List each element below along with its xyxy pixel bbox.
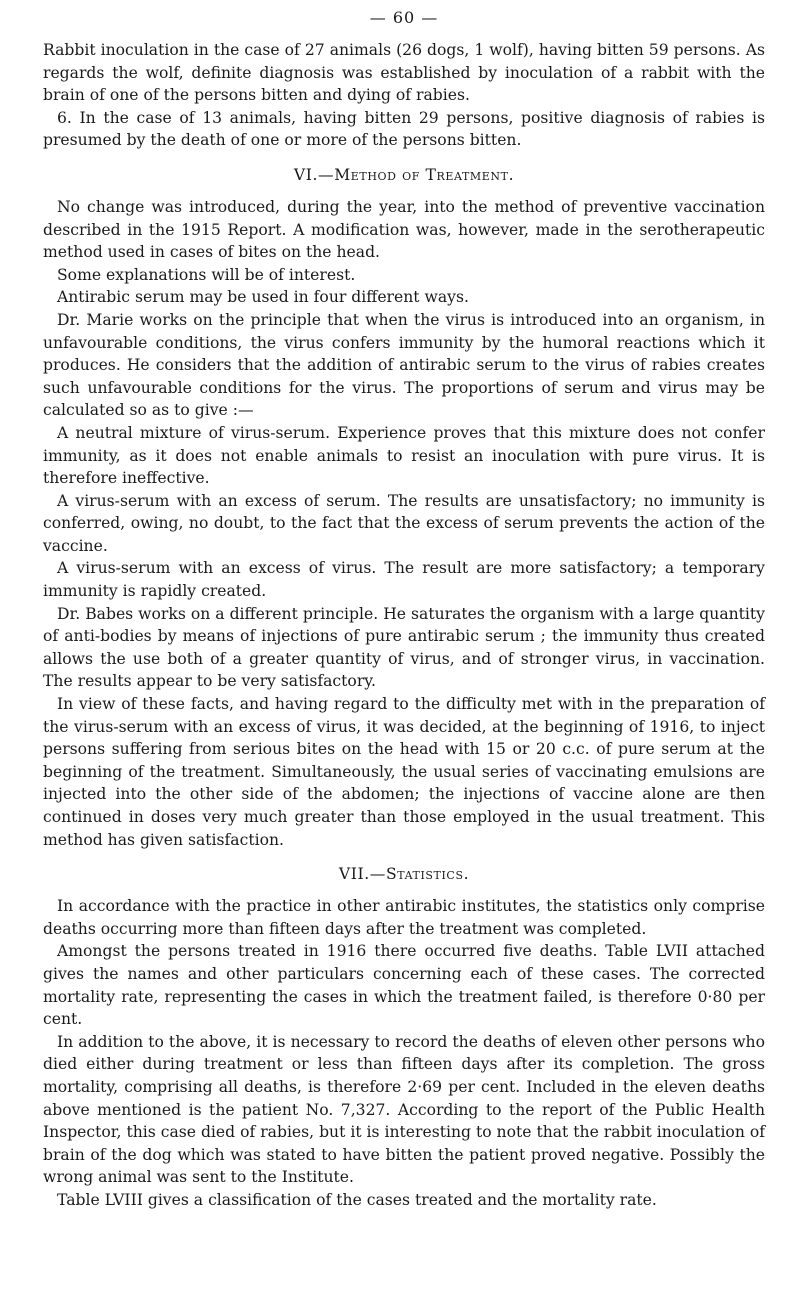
paragraph: A virus-serum with an excess of serum. The results are unsatisfactory; no immunity is conferred, owing, no doubt, to the fact that the excess of serum prevents the action of the vaccine.	[43, 491, 765, 555]
paragraph: Antirabic serum may be used in four different ways.	[57, 288, 469, 307]
paragraph: In addition to the above, it is necessary to record the deaths of eleven other persons who died either during treatment or less than fifteen days after its completion. The gross mortality, comprising all deaths, is therefore 2·69 per cent. Included in the eleven deaths above mentioned is the patient No. 7,327. According to the report of the Public Health Inspector, this case died of rabies, but it is interesting to note that the rabbit inoculation of brain of the dog which was stated to have bitten the patient proved negative. Possibly the wrong animal was sent to the Institute.	[43, 1032, 765, 1187]
section-heading-method-of-treatment: VI.—Method of Treatment.	[293, 165, 515, 184]
paragraph: Dr. Marie works on the principle that when the virus is introduced into an organism, in unfavourable conditions, the virus confers immunity by the humoral reactions which it produces. He considers that the addition of antirabic serum to the virus of rabies creates such unfavourable conditions for the virus. The proportions of serum and virus may be calculated so as to give :—	[43, 310, 765, 420]
paragraph: Table LVIII gives a classification of the cases treated and the mortality rate.	[57, 1190, 657, 1209]
paragraph: Dr. Babes works on a different principle. He saturates the organism with a large quantity of anti-bodies by means of injections of pure antirabic serum ; the immunity thus created allows the use both of a greater quantity of virus, and of stronger virus, in vaccination. The results appear to be very satisfactory.	[43, 604, 765, 691]
paragraph: No change was introduced, during the year, into the method of preventive vaccination described in the 1915 Report. A modification was, however, made in the serotherapeutic method used in cases of bites on the head.	[43, 197, 765, 262]
document-page	[43, 8, 765, 1212]
paragraph: A virus-serum with an excess of virus. The result are more satisfactory; a temporary immunity is rapidly created.	[43, 559, 765, 601]
paragraph: A neutral mixture of virus-serum. Experience proves that this mixture does not confer immunity, as it does not enable animals to resist an inoculation with pure virus. It is therefore ineffective.	[43, 423, 765, 488]
paragraph: In view of these facts, and having regard to the difficulty met with in the preparation of the virus-serum with an excess of virus, it was decided, at the beginning of 1916, to inject persons suffering from serious bites on the head with 15 or 20 c.c. of pure serum at the beginning of the treatment. Simultaneously, the usual series of vaccinating emulsions are injected into the other side of the abdomen; the injections of vaccine alone are then continued in doses very much greater than those employed in the usual treatment. This method has given satisfaction.	[43, 695, 765, 849]
paragraph: Rabbit inoculation in the case of 27 animals (26 dogs, 1 wolf), having bitten 59 persons. As regards the wolf, definite diagnosis was established by inoculation of a rabbit with the brain of one of the persons bitten and dying of rabies.	[43, 41, 765, 105]
paragraph: 6. In the case of 13 animals, having bitten 29 persons, positive diagnosis of rabies is presumed by the death of one or more of the persons bitten.	[43, 108, 765, 150]
paragraph: In accordance with the practice in other antirabic institutes, the statistics only comprise deaths occurring more than fifteen days after the treatment was completed.	[43, 897, 765, 938]
page-number: — 60 —	[369, 8, 439, 27]
paragraph: Amongst the persons treated in 1916 there occurred five deaths. Table LVII attached gives the names and other particulars concerning each of these cases. The corrected mortality rate, representing the cases in which the treatment failed, is therefore 0·80 per cent.	[43, 942, 765, 1029]
section-heading-statistics: VII.—Statistics.	[338, 865, 470, 884]
paragraph: Some explanations will be of interest.	[57, 265, 356, 284]
